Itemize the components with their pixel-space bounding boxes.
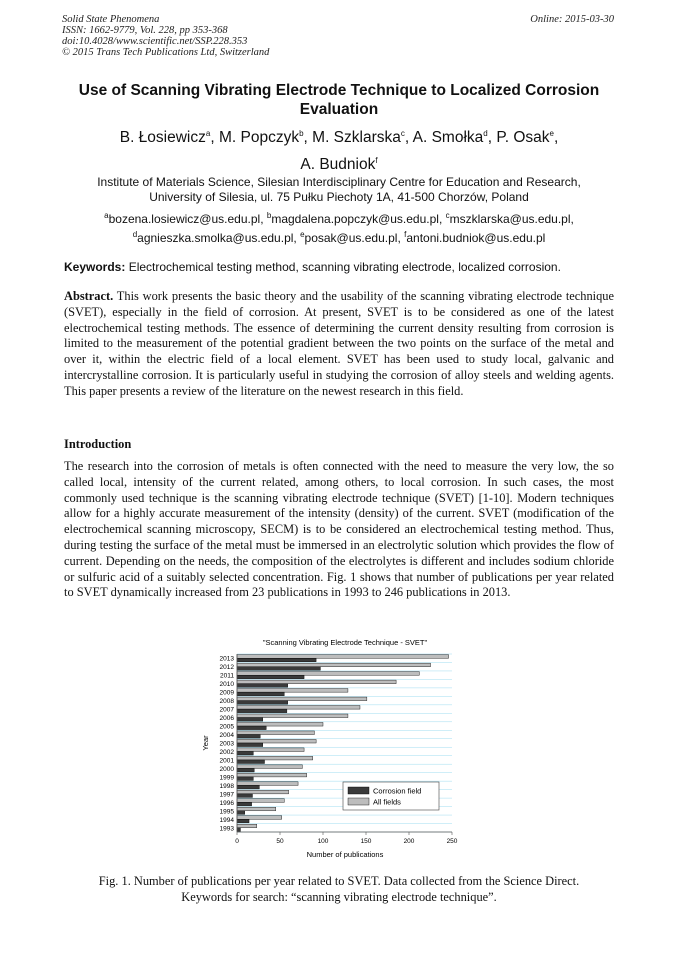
bar-corrosion-1997 [237,794,252,798]
y-tick-2002: 2002 [219,748,234,756]
y-tick-2013: 2013 [219,655,234,663]
bar-corrosion-2001 [237,760,265,764]
journal-header [62,14,269,58]
keywords-label: Keywords: [64,260,126,274]
journal-name: Solid State Phenomena [62,14,160,25]
y-tick-2007: 2007 [219,706,234,714]
y-tick-1996: 1996 [219,799,234,807]
x-tick-50: 50 [276,838,284,845]
author-3: M. Szklarska$^c$ [312,129,405,147]
doi-line[interactable]: doi:10.4028/www.scientific.net/SSP.228.353 [62,36,248,47]
legend-swatch-all [348,798,369,805]
bar-corrosion-2003 [237,743,263,747]
section-heading-introduction: Introduction [64,437,132,451]
figure-caption: Fig. 1. Number of publications per year related to SVET. Data collected from the Science Direct. Keywords for search: “scanning vibrating electrode technique”. [98,874,580,904]
legend-swatch-corrosion [348,787,369,794]
keywords [64,260,624,274]
bar-corrosion-1993 [237,828,240,832]
legend-label-corrosion: Corrosion field [373,786,422,796]
paper-title: Use of Scanning Vibrating Electrode Technique to Localized Corrosion Evaluation [78,82,600,118]
bar-all-fields-2001 [237,756,313,760]
bar-all-fields-2012 [237,663,431,667]
y-tick-2003: 2003 [219,740,234,748]
bar-all-fields-1996 [237,799,284,803]
bar-corrosion-1995 [237,811,245,815]
bar-corrosion-2004 [237,735,260,739]
bar-corrosion-1994 [237,819,249,823]
affiliation: Institute of Materials Science, Silesian Interdisciplinary Centre for Education and Research, University of Silesia, ul. 75 Pułku Piechoty 1A, 41-500 Chorzów, Poland [97,175,581,204]
bar-corrosion-2009 [237,692,284,696]
copyright-line: © 2015 Trans Tech Publications Ltd, Switzerland [62,47,270,58]
x-tick-0: 0 [235,838,239,845]
bar-all-fields-2000 [237,765,302,769]
author-list: B. Łosiewicz$^a$, M. Popczyk$^b$, M. Szklarska$^c$, A. Smołka$^d$, P. Osak$^e$, A. Budniok$^f$ [119,129,559,174]
online-date: Online: 2015-03-30 [530,14,614,25]
email-link[interactable]: mszklarska@us.edu.pl [449,212,571,226]
y-tick-2005: 2005 [219,723,234,731]
bar-all-fields-2008 [237,697,367,701]
bar-corrosion-2010 [237,684,288,688]
y-tick-2011: 2011 [220,672,234,680]
bar-corrosion-2000 [237,768,254,772]
email-link[interactable]: antoni.budniok@us.edu.pl [406,231,546,245]
bar-all-fields-2002 [237,748,304,752]
bar-all-fields-2003 [237,739,316,743]
chart-title: "Scanning Vibrating Electrode Technique - SVET" [262,638,428,647]
y-tick-2006: 2006 [219,715,234,723]
y-tick-1997: 1997 [219,791,234,799]
y-tick-2000: 2000 [219,765,234,773]
bar-all-fields-2009 [237,689,348,693]
bar-corrosion-2006 [237,718,263,722]
abstract-label: Abstract. [64,289,114,303]
issn-line: ISSN: 1662-9779, Vol. 228, pp 353-368 [62,25,228,36]
bar-corrosion-2002 [237,751,253,755]
bar-corrosion-1996 [237,802,252,806]
email-link[interactable]: agnieszka.smolka@us.edu.pl [137,231,294,245]
bar-all-fields-2007 [237,706,360,710]
y-tick-2009: 2009 [219,689,234,697]
chart-legend [343,782,439,810]
y-tick-1994: 1994 [219,816,234,824]
bar-all-fields-2006 [237,714,348,718]
bar-all-fields-2013 [237,655,449,659]
bar-all-fields-2010 [237,680,396,684]
bar-all-fields-1995 [237,807,276,811]
x-tick-200: 200 [403,838,415,845]
y-tick-1993: 1993 [219,825,234,833]
y-tick-labels [220,656,235,833]
y-tick-1998: 1998 [219,782,234,790]
x-tick-labels [235,832,458,845]
bar-all-fields-2005 [237,722,323,726]
y-axis-label: Year [201,735,210,751]
x-tick-100: 100 [317,838,329,845]
bar-corrosion-1998 [237,785,259,789]
author-emails: $^a$bozena.losiewicz@us.edu.pl, $^b$magdalena.popczyk@us.edu.pl, $^c$mszklarska@us.edu.pl, $^d$agnieszka.smolka@us.edu.pl, $^e$posak@us.edu.pl, $^f$antoni.budniok@us.edu.pl [104,211,574,245]
author-6: A. Budniok$^f$ [300,156,378,174]
bar-corrosion-2012 [237,667,320,671]
y-tick-1999: 1999 [219,774,234,782]
x-tick-250: 250 [446,838,458,845]
introduction-text: The research into the corrosion of metals is often connected with the need to measure the very low, the so called local, intensity of the current related, among others, to local corrosion. In such cases, the most commonly used technique is the scanning vibrating electrode technique (SVET) [1-10]. Modern techniques allow for a highly accurate measurement of the intensity (density) of the current. SVET (modification of the electrochemical scanning microscopy, SECM) is to be considered an electrochemical testing method. Thus, during testing the surface of the metal must be immersed in an electrolytic solution which provides the flow of current. Depending on the needs, the composition of the electrolytes is different and includes sodium chloride or sulfuric acid of a suitably selected concentration. Fig. 1 shows that number of publications per year related to SVET dynamically increased from 23 publications in 1993 to 246 publications in 2013. [64,459,614,600]
bar-corrosion-2008 [237,701,288,705]
abstract [64,289,614,400]
bar-corrosion-2011 [237,675,304,679]
y-tick-1995: 1995 [219,808,234,816]
x-axis-label: Number of publications [306,850,384,859]
bar-all-fields-1993 [237,824,257,828]
bar-all-fields-2011 [237,672,419,676]
y-tick-2008: 2008 [219,698,234,706]
y-tick-2004: 2004 [219,732,234,740]
legend-label-all: All fields [373,797,401,807]
author-1: B. Łosiewicz$^a$ [119,129,211,147]
y-tick-2010: 2010 [219,681,234,689]
bar-corrosion-2013 [237,658,316,662]
bar-all-fields-2004 [237,731,314,735]
bar-all-fields-1997 [237,790,289,794]
bar-all-fields-1994 [237,816,282,820]
bar-corrosion-2005 [237,726,266,730]
bar-corrosion-2007 [237,709,287,713]
email-link[interactable]: bozena.losiewicz@us.edu.pl [108,212,261,226]
bar-corrosion-1999 [237,777,253,781]
publications-chart [195,636,465,862]
keywords-text: Electrochemical testing method, scanning vibrating electrode, localized corrosion. [125,260,561,274]
y-tick-2001: 2001 [219,757,234,765]
bar-all-fields-1998 [237,782,298,786]
abstract-text: This work presents the basic theory and the usability of the scanning vibrating electrode technique (SVET), especially in the field of corrosion. At present, SVET is to be considered as one of the latest electrochemical testing methods. The essence of determining the current density resulting from corrosion is limited to the measurement of the potential gradient between the two points on the surface of the metal and over it, within the electric field of a local element. SVET has been used to study local, galvanic and intercrystalline corrosion. It is particularly useful in studying the corrosion of alloy steels and welding agents. This paper presents a review of the literature on the newest research in this field. [64,289,614,398]
email-link[interactable]: magdalena.popczyk@us.edu.pl [271,212,439,226]
email-link[interactable]: posak@us.edu.pl [304,231,398,245]
y-tick-2012: 2012 [219,664,234,672]
author-2: M. Popczyk$^b$ [218,129,304,147]
author-4: A. Smołka$^d$ [412,129,488,147]
bar-all-fields-1999 [237,773,307,777]
figure-1 [195,636,465,862]
author-5: P. Osak$^e$ [496,129,554,147]
x-tick-150: 150 [360,838,372,845]
